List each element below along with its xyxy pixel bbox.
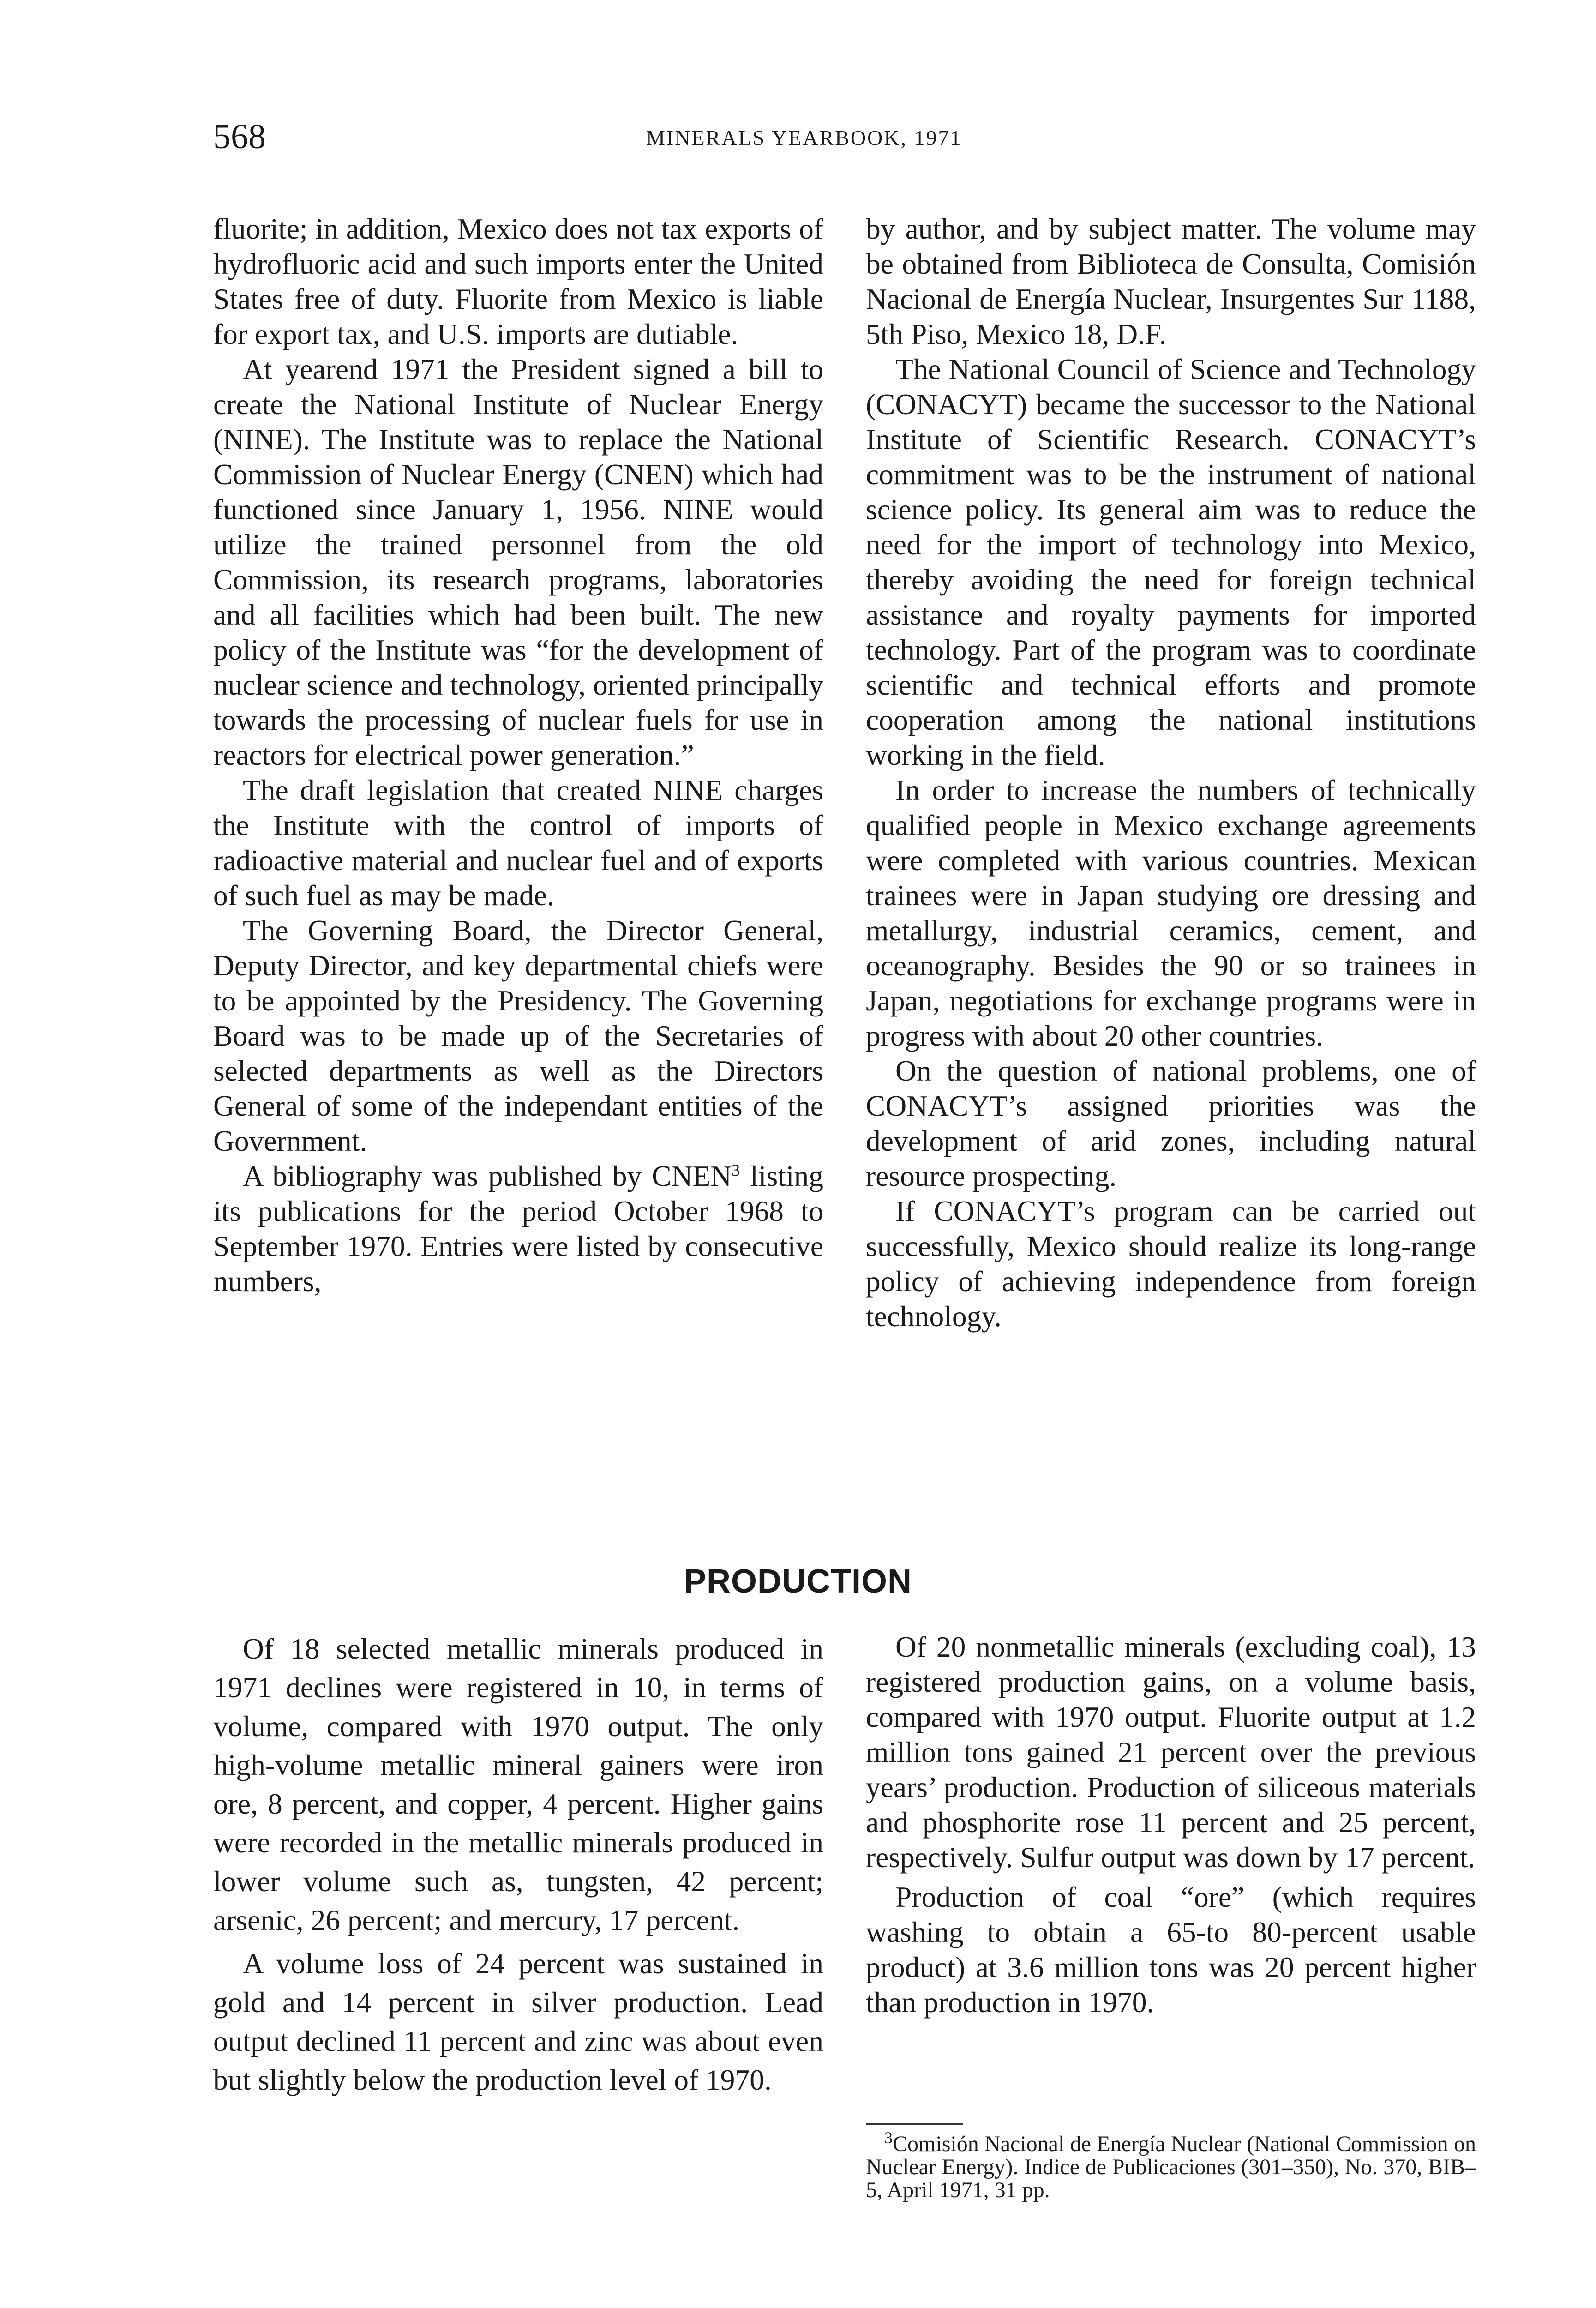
- paragraph: Of 20 nonmetallic minerals (excluding coal), 13 registered production gains, on a volume basis, compared with 1970 output. Fluorite output at 1.2 million tons gained 21 percent over the previous years’ production. Production of siliceous materials and phosphorite rose 11 percent and 25 percent, respectively. Sulfur output was down by 17 percent.: [866, 1630, 1476, 1874]
- paragraph: Of 18 selected metallic minerals produced in 1971 declines were registered in 10, in terms of volume, compared with 1970 output. The only high-volume metallic mineral gainers were iron ore, 8 percent, and copper, 4 percent. Higher gains were recorded in the metallic minerals produced in lower volume such as, tungsten, 42 percent; arsenic, 26 percent; and mercury, 17 percent.: [213, 1632, 823, 1936]
- running-title: MINERALS YEARBOOK, 1971: [646, 126, 962, 150]
- paragraph: The draft legislation that created NINE charges the Institute with the control of imports of radioactive material and nuclear fuel and of exports of such fuel as may be made.: [213, 774, 823, 912]
- paragraph-text: A bibliography was published by CNEN: [243, 1160, 732, 1192]
- paragraph: The Governing Board, the Director General, Deputy Director, and key departmental chiefs were to be appointed by the Presidency. The Governing Board was to be made up of the Secretaries of selected departments as well as the Directors General of some of the independant entities of the Government.: [213, 914, 823, 1157]
- bottom-right-column: [866, 1629, 1476, 2020]
- top-left-column: [213, 211, 823, 1299]
- footnote-divider: [866, 2123, 963, 2125]
- paragraph-with-footnote-ref: [213, 1159, 823, 1299]
- paragraph: At yearend 1971 the President signed a bill to create the National Institute of Nuclear Energy (NINE). The Institute was to replace the National Commission of Nuclear Energy (CNEN) which had functioned since January 1, 1956. NINE would utilize the trained personnel from the old Commission, its research programs, laboratories and all facilities which had been built. The new policy of the Institute was “for the development of nuclear science and technology, oriented principally towards the processing of nuclear fuels for use in reactors for electrical power generation.”: [213, 353, 823, 771]
- footnote-text-wrapper: [866, 2128, 1476, 2202]
- paragraph: In order to increase the numbers of technically qualified people in Mexico exchange agreements were completed with various countries. Mexican trainees were in Japan studying ore dressing and metallurgy, industrial ceramics, cement, and oceanography. Besides the 90 or so trainees in Japan, negotiations for exchange programs were in progress with about 20 other countries.: [866, 774, 1476, 1052]
- section-heading: PRODUCTION: [684, 1563, 912, 1600]
- paragraph: On the question of national problems, one of CONACYT’s assigned priorities was the development of arid zones, including natural resource prospecting.: [866, 1054, 1476, 1192]
- paragraph: by author, and by subject matter. The volume may be obtained from Biblioteca de Consulta, Comisión Nacional de Energía Nuclear, Insurgentes Sur 1188, 5th Piso, Mexico 18, D.F.: [866, 212, 1476, 350]
- footnote: [866, 2128, 1476, 2202]
- footnote-reference: 3: [732, 1160, 740, 1179]
- paragraph: fluorite; in addition, Mexico does not tax exports of hydrofluoric acid and such imports enter the United States free of duty. Fluorite from Mexico is liable for export tax, and U.S. imports are dutiable.: [213, 212, 823, 350]
- footnote-marker: 3: [884, 2128, 893, 2147]
- paragraph: A volume loss of 24 percent was sustained in gold and 14 percent in silver production. Lead output declined 11 percent and zinc was about even but slightly below the production level of 1970.: [213, 1947, 823, 2096]
- paragraph: Production of coal “ore” (which requires washing to obtain a 65-to 80-percent usable product) at 3.6 million tons was 20 percent higher than production in 1970.: [866, 1881, 1476, 2019]
- paragraph-text: listing its publications for the period October 1968 to September 1970. Entries were listed by consecutive numbers,: [213, 1160, 824, 1298]
- bottom-left-column: [213, 1629, 823, 2099]
- footnote-text: Comisión Nacional de Energía Nuclear (National Commission on Nuclear Energy). Indice de Publicaciones (301–350), No. 370, BIB–5, April 1971, 31 pp.: [866, 2132, 1476, 2202]
- page-number: 568: [213, 117, 266, 156]
- paragraph: If CONACYT’s program can be carried out successfully, Mexico should realize its long-range policy of achieving independence from foreign technology.: [866, 1195, 1476, 1333]
- paragraph: The National Council of Science and Technology (CONACYT) became the successor to the National Institute of Scientific Research. CONACYT’s commitment was to be the instrument of national science policy. Its general aim was to reduce the need for the import of technology into Mexico, thereby avoiding the need for foreign technical assistance and royalty payments for imported technology. Part of the program was to coordinate scientific and technical efforts and promote cooperation among the national institutions working in the field.: [866, 353, 1476, 771]
- top-right-column: [866, 211, 1476, 1334]
